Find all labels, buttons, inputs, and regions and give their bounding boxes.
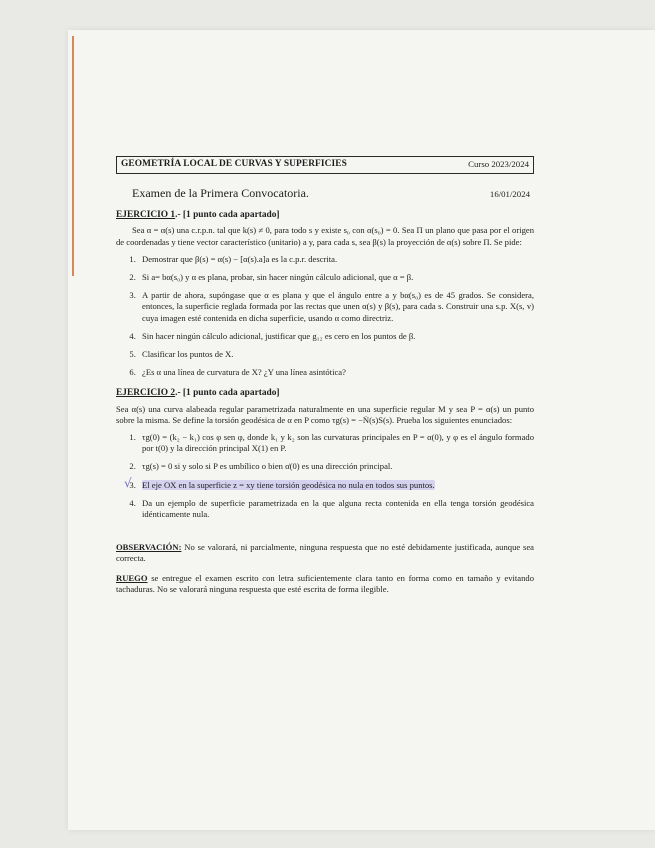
exam-title-row	[116, 188, 534, 200]
exercise-2-item-1: 1. τg(0) = (k₂ − k₁) cos φ sen φ, donde k₁ y k₂ son las curvaturas principales en P = α(0), y φ es el ángulo formado por t(0) y la dirección principal X(1) en P.	[138, 432, 534, 454]
course-year: Curso 2023/2024	[468, 159, 529, 170]
exercise-1-item-1: 1. Demostrar que β(s) = α(s) − [α(s).a]a es la c.p.r. descrita.	[138, 254, 534, 265]
exercise-1-item-6: 6. ¿Es α una línea de curvatura de X? ¿Y una línea asintótica?	[138, 367, 534, 378]
exercise-2-points: .- [1 punto cada apartado]	[175, 388, 280, 399]
exercise-2-item-3	[124, 475, 534, 491]
request-label: RUEGO	[116, 572, 148, 583]
highlighted-statement: El eje OX en la superficie z = xy tiene torsión geodésica no nula en todos sus puntos.	[142, 479, 435, 490]
exercise-1-item-3: 3. A partir de ahora, supóngase que α es plana y que el ángulo entre a y bα(s₀) es de 45 grados. Se considera, entonces, la superficie reglada formada por las rectas que unen α(s) y β(s), para cada s. Construir una s.p. X(s, v) cuya imagen esté contenida en dicha superficie, usando α como directriz.	[138, 290, 534, 324]
course-header	[116, 156, 534, 174]
exercise-2-list	[116, 432, 534, 520]
exercise-1-points: .- [1 punto cada apartado]	[175, 210, 280, 221]
handwritten-check-icon: 3. √	[124, 475, 132, 490]
exercise-2-item-4: 4. Da un ejemplo de superficie parametrizada en la que alguna recta contenida en ella tenga torsión geodésica idénticamente nula.	[138, 498, 534, 520]
exercise-1-list	[116, 254, 534, 379]
request-text: se entregue el examen escrito con letra suficientemente clara tanto en forma como en tamaño y evitando tachaduras. No se valorará ninguna respuesta que esté escrita de forma ilegible.	[116, 572, 534, 594]
exam-title: Examen de la Primera Convocatoria.	[132, 186, 309, 200]
exercise-1-item-5: 5. Clasificar los puntos de X.	[138, 349, 534, 360]
exercise-1-intro: Sea α = α(s) una c.r.p.n. tal que k(s) ≠ 0, para todo s y existe s₀ con α(s₀) = 0. Sea Π un plano que pasa por el origen de coordenadas y tiene vector característico (unitario) a y, para cada s, sea β(s) la proyección de α(s) sobre Π. Se pide:	[116, 225, 534, 247]
observation-label: OBSERVACIÓN:	[116, 542, 182, 553]
exam-content	[116, 156, 534, 595]
observation-text: No se valorará, ni parcialmente, ninguna respuesta que no esté debidamente justificada, aunque sea correcta.	[116, 542, 534, 564]
exercise-2-label: EJERCICIO 2	[116, 388, 176, 399]
exercise-2-heading	[116, 388, 534, 399]
observation-note	[116, 542, 534, 564]
binding-mark	[72, 36, 74, 276]
exam-date: 16/01/2024	[489, 189, 530, 199]
request-note	[116, 573, 534, 595]
exercise-2-intro: Sea α(s) una curva alabeada regular parametrizada naturalmente en una superficie regular M y sea P = α(s) un punto sobre la misma. Se define la torsión geodésica de α en P como τg(s) = −Ṅ(s)S(s). Prueba los siguientes enunciados:	[116, 403, 534, 425]
exercise-1-label: EJERCICIO 1	[116, 210, 176, 221]
exercise-1-item-2: 2. Si a= bα(s₀) y α es plana, probar, sin hacer ningún cálculo adicional, que α = β.	[138, 272, 534, 283]
exercise-1-heading	[116, 210, 534, 221]
course-name: GEOMETRÍA LOCAL DE CURVAS Y SUPERFICIES	[121, 159, 347, 170]
exercise-2-item-2: 2. τg(s) = 0 si y solo si P es umbílico o bien α̇(0) es una dirección principal.	[138, 461, 534, 472]
exercise-1-item-4: 4. Sin hacer ningún cálculo adicional, justificar que g₁₂ es cero en los puntos de β.	[138, 331, 534, 342]
